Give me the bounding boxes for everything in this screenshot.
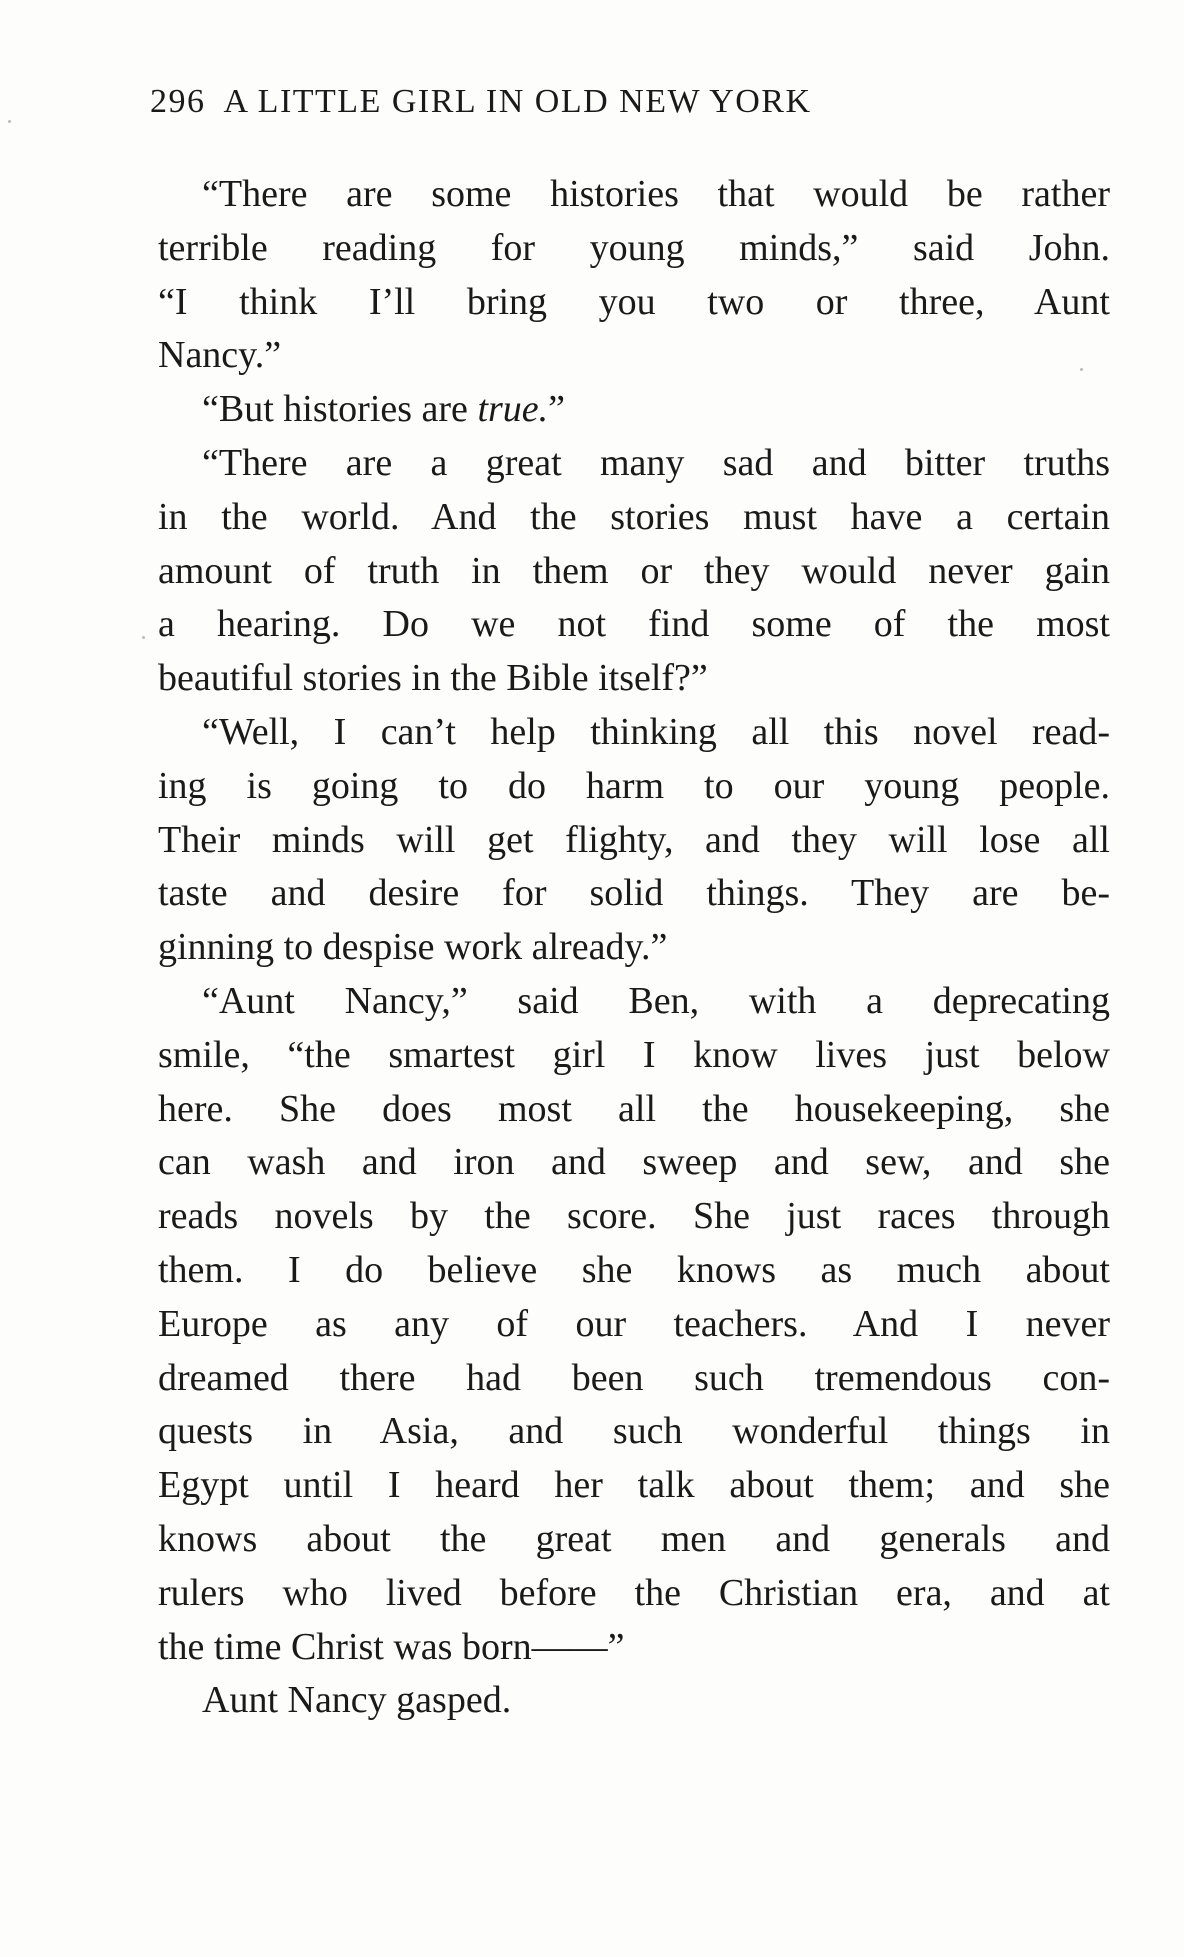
text-line	[158, 867, 1110, 921]
text-line-content: dreamed there had been such tremendous con-	[158, 1356, 1110, 1399]
text-line-content: beautiful stories in the Bible itself?”	[158, 657, 708, 700]
text-line	[158, 1674, 1110, 1728]
text-line-content: knows about the great men and generals and	[158, 1517, 1110, 1560]
text-line	[158, 921, 1110, 975]
text-line	[158, 491, 1110, 545]
text-line	[158, 329, 1110, 383]
text-line-content: ginning to despise work already.”	[158, 926, 668, 969]
text-line	[158, 222, 1110, 276]
text-line-content: here. She does most all the housekeeping, she	[158, 1087, 1110, 1130]
text-line	[158, 598, 1110, 652]
text-line	[158, 1298, 1110, 1352]
text-line-content: Europe as any of our teachers. And I never	[158, 1302, 1110, 1345]
paper-speck	[8, 120, 11, 123]
text-line	[158, 168, 1110, 222]
text-line-content: Nancy.”	[158, 334, 282, 377]
text-line	[158, 437, 1110, 491]
text-line	[158, 1352, 1110, 1406]
text-line-content: taste and desire for solid things. They are be-	[158, 872, 1110, 915]
running-title: A LITTLE GIRL IN OLD NEW YORK	[223, 83, 812, 120]
text-line-content: “There are some histories that would be rather	[202, 173, 1110, 215]
text-line	[158, 1513, 1110, 1567]
text-line	[158, 1567, 1110, 1621]
text-line-content: in the world. And the stories must have a certain	[158, 495, 1110, 538]
text-line-content: the time Christ was born——”	[158, 1625, 625, 1668]
italic-emphasis: true.	[477, 388, 549, 431]
text-line	[158, 706, 1110, 760]
text-line-content: them. I do believe she knows as much about	[158, 1248, 1110, 1291]
text-line-content: “Aunt Nancy,” said Ben, with a deprecating	[202, 979, 1110, 1022]
text-line	[158, 383, 1110, 437]
text-line	[158, 1459, 1110, 1513]
text-line	[158, 814, 1110, 868]
text-line	[158, 1405, 1110, 1459]
text-line	[158, 1621, 1110, 1675]
text-line	[158, 975, 1110, 1029]
page-number: 296	[150, 83, 206, 120]
text-line-content: Aunt Nancy gasped.	[202, 1679, 512, 1722]
text-line-content: “I think I’ll bring you two or three, Aunt	[158, 280, 1110, 323]
text-line-content: “Well, I can’t help thinking all this novel read-	[202, 710, 1110, 753]
text-line	[158, 1029, 1110, 1083]
text-line	[158, 760, 1110, 814]
text-line-content: reads novels by the score. She just races through	[158, 1195, 1110, 1238]
text-line	[158, 1136, 1110, 1190]
text-line-content: “But histories are	[202, 388, 478, 431]
text-line	[158, 1190, 1110, 1244]
text-line	[158, 652, 1110, 706]
text-line-content: can wash and iron and sweep and sew, and she	[158, 1141, 1110, 1184]
text-line-content: Egypt until I heard her talk about them; and she	[158, 1464, 1110, 1507]
text-line-content: a hearing. Do we not find some of the most	[158, 603, 1110, 646]
text-line-content: Their minds will get flighty, and they will lose all	[158, 818, 1110, 861]
text-line	[158, 276, 1110, 330]
body-text	[158, 168, 1110, 1728]
paper-speck	[1080, 368, 1083, 371]
text-line-content: smile, “the smartest girl I know lives just below	[158, 1033, 1110, 1076]
text-line-content: quests in Asia, and such wonderful things in	[158, 1410, 1110, 1453]
text-line-content: terrible reading for young minds,” said John.	[158, 226, 1110, 269]
text-line-content: ing is going to do harm to our young people.	[158, 764, 1110, 807]
text-line	[158, 1244, 1110, 1298]
closing-quote: ”	[548, 388, 566, 431]
running-header	[150, 78, 1030, 126]
text-line	[158, 1083, 1110, 1137]
paper-speck	[142, 636, 145, 639]
text-line-content: “There are a great many sad and bitter truths	[202, 441, 1110, 484]
text-line	[158, 545, 1110, 599]
text-line-content: amount of truth in them or they would never gain	[158, 549, 1110, 592]
text-line-content: rulers who lived before the Christian era, and at	[158, 1571, 1110, 1614]
